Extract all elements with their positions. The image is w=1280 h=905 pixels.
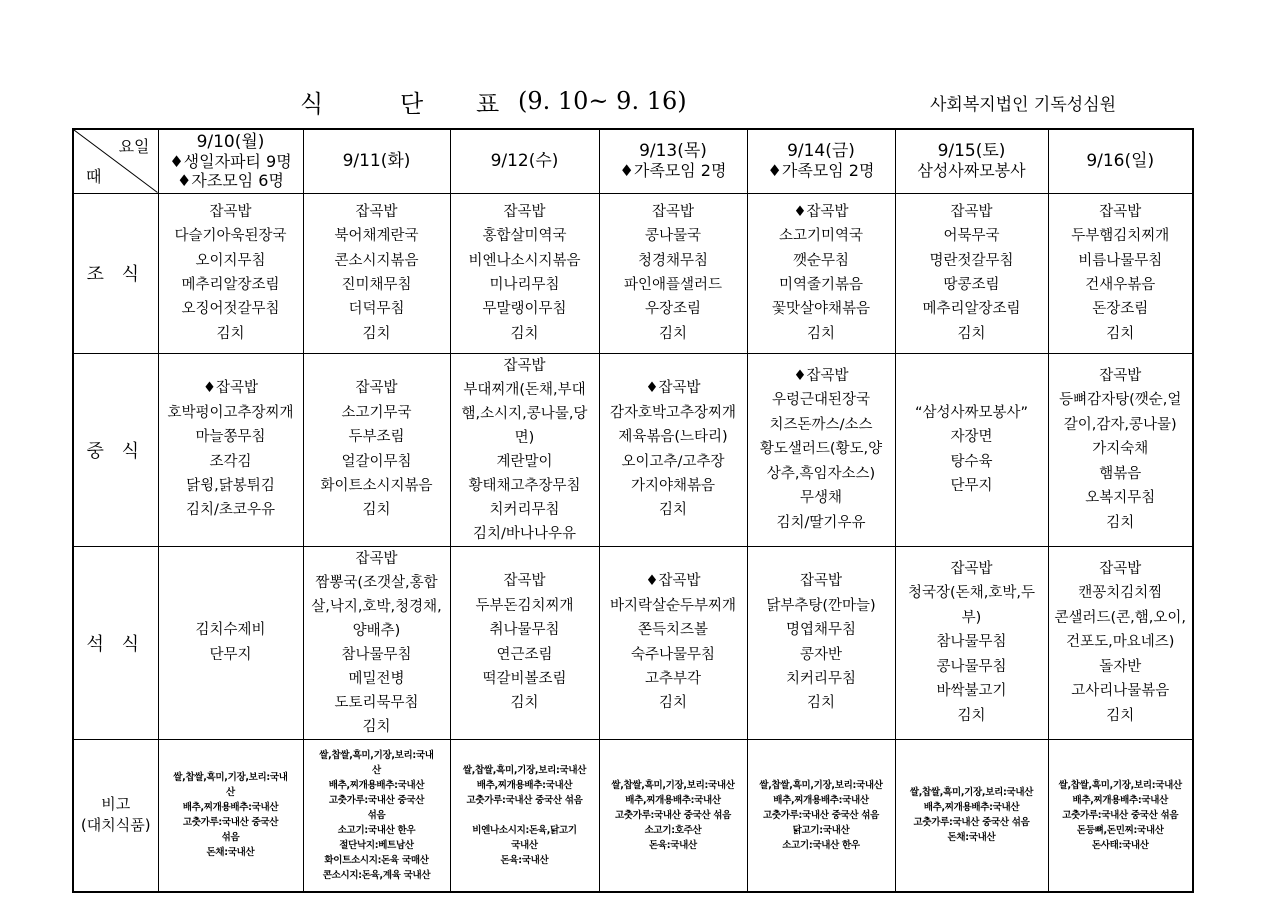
menu-item: 홍합살미역국 [482,228,567,245]
origin-line: 콘소시지:돈육,계육 국내산 [322,869,431,881]
menu-item: 잡곡밥 [799,573,843,590]
menu-cell [303,353,450,546]
menu-item: 짬뽕국(조갯살,홍합 [315,574,438,591]
meal-plan-table [72,128,1194,893]
origin-line: 산 [226,787,235,799]
origin-line: 쌀,찹쌀,흑미,기장,보리:국내산 [759,779,883,791]
menu-item: 김치 [957,325,986,342]
day-date: 9/14(금) [787,141,855,162]
menu-item: 무말랭이무침 [482,301,567,318]
menu-cell [303,546,450,739]
origin-line: 고춧가루:국내산 중국산 섞음 [466,794,583,806]
menu-item: 취나물무침 [489,622,560,639]
origin-line: 고춧가루:국내산 중국산 섞음 [913,817,1030,829]
origin-line: 배추,찌개용배추:국내산 [328,779,425,791]
day-header-5 [895,129,1048,193]
day-header-1 [303,129,450,193]
menu-item: 청경채무침 [637,252,709,269]
menu-item: 치커리무침 [785,670,857,687]
menu-cell [599,193,747,353]
origin-note-cell [747,739,895,892]
menu-item: 김치/초코우유 [186,502,275,519]
menu-item: 상추,흑임자소스) [766,465,876,482]
menu-item: 두부햄김치찌개 [1071,228,1170,245]
menu-item: 치즈돈까스/소스 [769,416,873,433]
menu-item: 단무지 [950,477,993,494]
origin-line: 돈등뼈,돈민찌:국내산 [1076,824,1164,836]
menu-cell [599,353,747,546]
menu-item: 오이지무침 [195,252,266,269]
menu-item: 잡곡밥 [1099,561,1142,578]
menu-item: 김치 [806,325,835,342]
menu-cell [1048,353,1193,546]
menu-item: 메추리알장조림 [922,301,1021,318]
menu-item: 계란말이 [496,453,553,470]
menu-item: ♦잡곡밥 [793,203,849,220]
menu-item: 비엔나소시지볶음 [468,252,581,269]
menu-item: 황도샐러드(황도,양 [759,441,883,458]
origin-line: 절단낙지:베트남산 [339,839,414,851]
menu-item: 돌자반 [1099,658,1142,675]
menu-item: 무생채 [799,490,843,507]
day-header-6 [1048,129,1193,193]
menu-item: 오징어젓갈무침 [181,301,280,318]
menu-item: 가지숙채 [1092,441,1149,458]
corner-cell [73,129,158,193]
corner-label-day: 요일 [118,137,150,156]
menu-item: 탕수육 [950,453,993,470]
menu-item: 살,낙지,호박,청경채, [311,598,442,615]
menu-item: 잡곡밥 [1099,203,1142,220]
menu-item: 마늘쫑무침 [195,429,266,446]
origin-line: 돈사태:국내산 [1091,839,1149,851]
day-header-0 [158,129,303,193]
menu-cell [895,193,1048,353]
menu-cell [158,546,303,739]
day-note: ♦가족모임 2명 [767,161,875,181]
menu-item: “삼성사짜모봉사” [914,404,1029,421]
row-label: 중 식 [73,353,158,546]
origin-note-cell [1048,739,1193,892]
menu-item: 얼갈이무침 [341,453,412,470]
origin-line: 배추,찌개용배추:국내산 [625,794,721,806]
menu-item: 잡곡밥 [355,203,398,220]
origin-line: 산 [372,764,381,776]
menu-item: 닭윙,닭봉튀김 [186,477,275,494]
origin-line: 돈육:국내산 [649,839,697,851]
day-date: 9/16(일) [1086,150,1155,171]
menu-cell [450,546,599,739]
row-label: 비고 (대치식품) [73,739,158,892]
menu-item: 연근조림 [496,646,553,663]
menu-item: 건포도,마요네즈) [1066,634,1175,651]
menu-item: 콩나물국 [644,228,702,245]
origin-note-cell [450,739,599,892]
menu-item: 소고기무국 [341,404,412,421]
origin-line: 섞음 [221,832,240,844]
origin-line: 화이트소시지:돈육 국매산 [324,854,429,866]
menu-cell [450,353,599,546]
menu-cell [747,193,895,353]
title-char-1: 식 [300,89,324,118]
menu-item: 미나리무침 [489,277,560,293]
origin-note-cell [158,739,303,892]
day-header-2 [450,129,599,193]
origin-line: 소고기:국내산 한우 [782,839,860,851]
menu-item: 콩나물무침 [936,658,1007,675]
title-date-range: (9. 10~ 9. 16) [518,87,687,115]
origin-line: 고춧가루:국내산 중국산 섞음 [614,809,732,821]
menu-item: 쫀득치즈볼 [637,622,709,639]
origin-line: 배추,찌개용배추:국내산 [1072,794,1169,806]
menu-item: 햄볶음 [1099,465,1142,482]
menu-item: 더덕무침 [348,301,405,318]
day-date: 9/13(목) [639,141,707,162]
origin-line: 돈육:국내산 [500,854,549,866]
origin-note-cell [599,739,747,892]
menu-item: 진미채무침 [341,277,412,293]
menu-item: 갈이,감자,콩나물) [1063,416,1177,433]
menu-item: 참나물무침 [341,646,412,663]
origin-line: 고춧가루:국내산 중국산 [182,817,279,829]
origin-line: 쌀,찹쌀,흑미,기장,보리:국내 [173,772,288,784]
menu-item: 조각김 [209,453,252,470]
menu-item: ♦잡곡밥 [202,380,259,397]
menu-item: 단무지 [209,646,252,663]
day-header-3 [599,129,747,193]
menu-item: 우장조림 [644,301,702,318]
menu-item: 도토리묵무침 [334,694,419,711]
menu-item: 다슬기아욱된장국 [174,228,287,245]
origin-line: 돈채:국내산 [947,832,996,844]
origin-line: 돈채:국내산 [206,847,255,859]
menu-cell [158,193,303,353]
menu-cell [747,546,895,739]
menu-item: 콘샐러드(콘,햄,오이, [1054,609,1187,626]
origin-line: 소고기:호주산 [644,824,702,836]
menu-item: 잡곡밥 [209,203,252,220]
day-note: ♦생일자파티 9명 [169,151,292,171]
menu-item: 잡곡밥 [651,203,695,220]
menu-item: 호박펑이고추장찌개 [167,404,294,421]
menu-item: 오복지무침 [1085,490,1156,507]
menu-cell [599,546,747,739]
menu-cell [895,353,1048,546]
origin-line: 섞음 [367,809,386,821]
origin-line: 쌀,찹쌀,흑미,기장,보리:국내산 [611,779,735,791]
menu-item: 김치 [658,695,687,712]
menu-item: 어묵무국 [943,228,1000,245]
day-header-4 [747,129,895,193]
breakfast-row [73,193,1193,353]
menu-item: 땅콩조림 [943,277,1000,293]
menu-cell [158,353,303,546]
menu-item: ♦잡곡밥 [645,573,701,590]
menu-item: 감자호박고추장찌개 [609,404,737,421]
menu-item: 잡곡밥 [503,203,546,220]
origin-line: 쌀,찹쌀,흑미,기장,보리:국내 [319,749,434,761]
origin-line [453,808,597,823]
menu-item: 김치 [362,718,391,735]
menu-cell [303,193,450,353]
origin-line: 쌀,찹쌀,흑미,기장,보리:국내산 [909,787,1034,799]
menu-item: 명엽채무침 [785,622,857,639]
day-date: 9/10(월) [196,131,265,152]
origin-note-cell [303,739,450,892]
menu-item: 잡곡밥 [355,380,398,397]
organization-name: 사회복지법인 기독성심원 [930,95,1117,115]
menu-item: 콩자반 [799,646,843,663]
day-note: ♦자조모임 6명 [177,170,284,190]
menu-item: 메밀전병 [348,670,405,687]
menu-item: 화이트소시지볶음 [320,477,433,494]
menu-item: 김치 [957,707,986,724]
origin-line: 소고기:국내산 한우 [337,824,416,836]
dinner-row [73,546,1193,739]
menu-item: 참나물무침 [936,634,1007,651]
menu-item: 부) [961,609,982,626]
lunch-row [73,353,1193,546]
menu-item: 닭부추탕(깐마늘) [766,597,876,614]
menu-cell [450,193,599,353]
menu-item: 잡곡밥 [950,561,993,578]
menu-item: 김치 [1106,514,1135,531]
menu-item: 치커리무침 [489,501,560,518]
menu-item: 바싹불고기 [936,683,1007,700]
menu-cell [895,546,1048,739]
menu-item: 고추부각 [644,670,702,687]
menu-item: 캔꽁치김치찜 [1078,585,1163,602]
origin-line: 쌀,찹쌀,흑미,기장,보리:국내산 [462,764,587,776]
menu-item: 면) [514,429,535,446]
menu-item: 김치수제비 [195,622,266,639]
menu-item: 명란젓갈무침 [929,252,1014,269]
day-note: 삼성사짜모봉사 [917,161,1026,181]
menu-item: 비름나물무침 [1078,252,1163,269]
day-date: 9/12(수) [490,150,559,171]
menu-item: 잡곡밥 [1099,368,1142,385]
header-row [73,129,1193,193]
day-date: 9/11(화) [342,150,411,171]
origin-line: 배추,찌개용배추:국내산 [182,802,279,814]
menu-item: 두부돈김치찌개 [475,597,574,614]
menu-item: 부대찌개(돈채,부대 [463,381,586,398]
menu-item: 미역줄기볶음 [778,277,864,293]
menu-item: 파인애플샐러드 [623,277,723,293]
row-label: 조 식 [73,193,158,353]
menu-item: 숙주나물무침 [630,646,716,663]
origin-line: 국내산 [511,839,538,851]
menu-item: 김치/바나나우유 [473,525,576,542]
origin-note-cell [895,739,1048,892]
menu-item: 황태채고추장무침 [468,477,581,494]
menu-item: 등뼈감자탕(깻순,얼 [1059,392,1182,409]
origin-line: 배추,찌개용배추:국내산 [773,794,869,806]
menu-item: 메추리알장조림 [181,277,280,293]
menu-cell [1048,193,1193,353]
menu-item: 고사리나물볶음 [1071,683,1170,700]
menu-cell [747,353,895,546]
menu-item: 돈장조림 [1092,301,1149,318]
menu-item: 우렁근대된장국 [771,392,871,409]
page-title [300,86,820,116]
menu-item: 양배추) [352,622,401,639]
menu-item: 김치 [806,695,835,712]
origin-line: 배추,찌개용배추:국내산 [476,779,573,791]
origin-line: 고춧가루:국내산 중국산 [328,794,425,806]
menu-item: ♦잡곡밥 [645,380,701,397]
origin-line: 배추,찌개용배추:국내산 [923,802,1020,814]
menu-item: 햄,소시지,콩나물,당 [461,405,588,422]
menu-item: 김치 [1106,707,1135,724]
menu-item: 바지락살순두부찌개 [609,597,737,614]
menu-item: 떡갈비볼조림 [482,670,567,687]
menu-item: 김치 [510,325,539,342]
menu-item: 잡곡밥 [503,357,546,374]
menu-item: 깻순무침 [792,252,850,269]
title-char-2: 단 [400,89,424,118]
title-char-3: 표 [476,89,500,118]
menu-item: 청국장(돈채,호박,두 [908,585,1035,602]
origin-line: 고춧가루:국내산 중국산 섞음 [762,809,880,821]
row-label: 석 식 [73,546,158,739]
corner-label-time: 때 [86,166,102,186]
menu-item: 제육볶음(느타리) [618,429,728,446]
menu-item: 콘소시지볶음 [334,252,419,269]
menu-item: 소고기미역국 [778,228,864,245]
menu-cell [1048,546,1193,739]
menu-item: 김치 [510,695,539,712]
origin-line: 고춧가루:국내산 중국산 섞음 [1062,809,1179,821]
menu-item: 가지야채볶음 [630,477,716,494]
menu-item: 잡곡밥 [355,550,398,567]
day-note: ♦가족모임 2명 [619,161,727,181]
origin-line: 비엔나소시지:돈육,닭고기 [472,824,577,836]
menu-item: 잡곡밥 [503,573,546,590]
menu-item: ♦잡곡밥 [793,368,849,385]
menu-item: 김치 [658,502,687,519]
menu-item: 김치 [362,502,391,519]
day-date: 9/15(토) [937,141,1006,162]
menu-item: 꽃맛살야채볶음 [771,301,871,318]
menu-item: 김치 [362,325,391,342]
menu-item: 김치 [216,325,245,342]
menu-item: 김치 [1106,325,1135,342]
origin-line: 쌀,찹쌀,흑미,기장,보리:국내산 [1058,779,1182,791]
origin-line: 닭고기:국내산 [792,824,850,836]
menu-item: 두부조림 [348,429,405,446]
menu-item: 건새우볶음 [1085,277,1156,293]
menu-item: 잡곡밥 [950,203,993,220]
menu-item: 북어채계란국 [334,228,419,245]
menu-item: 자장면 [950,429,993,446]
notes-row [73,739,1193,892]
menu-item: 김치 [658,325,687,342]
menu-item: 김치/딸기우유 [776,514,866,531]
menu-item: 오이고추/고추장 [621,453,725,470]
